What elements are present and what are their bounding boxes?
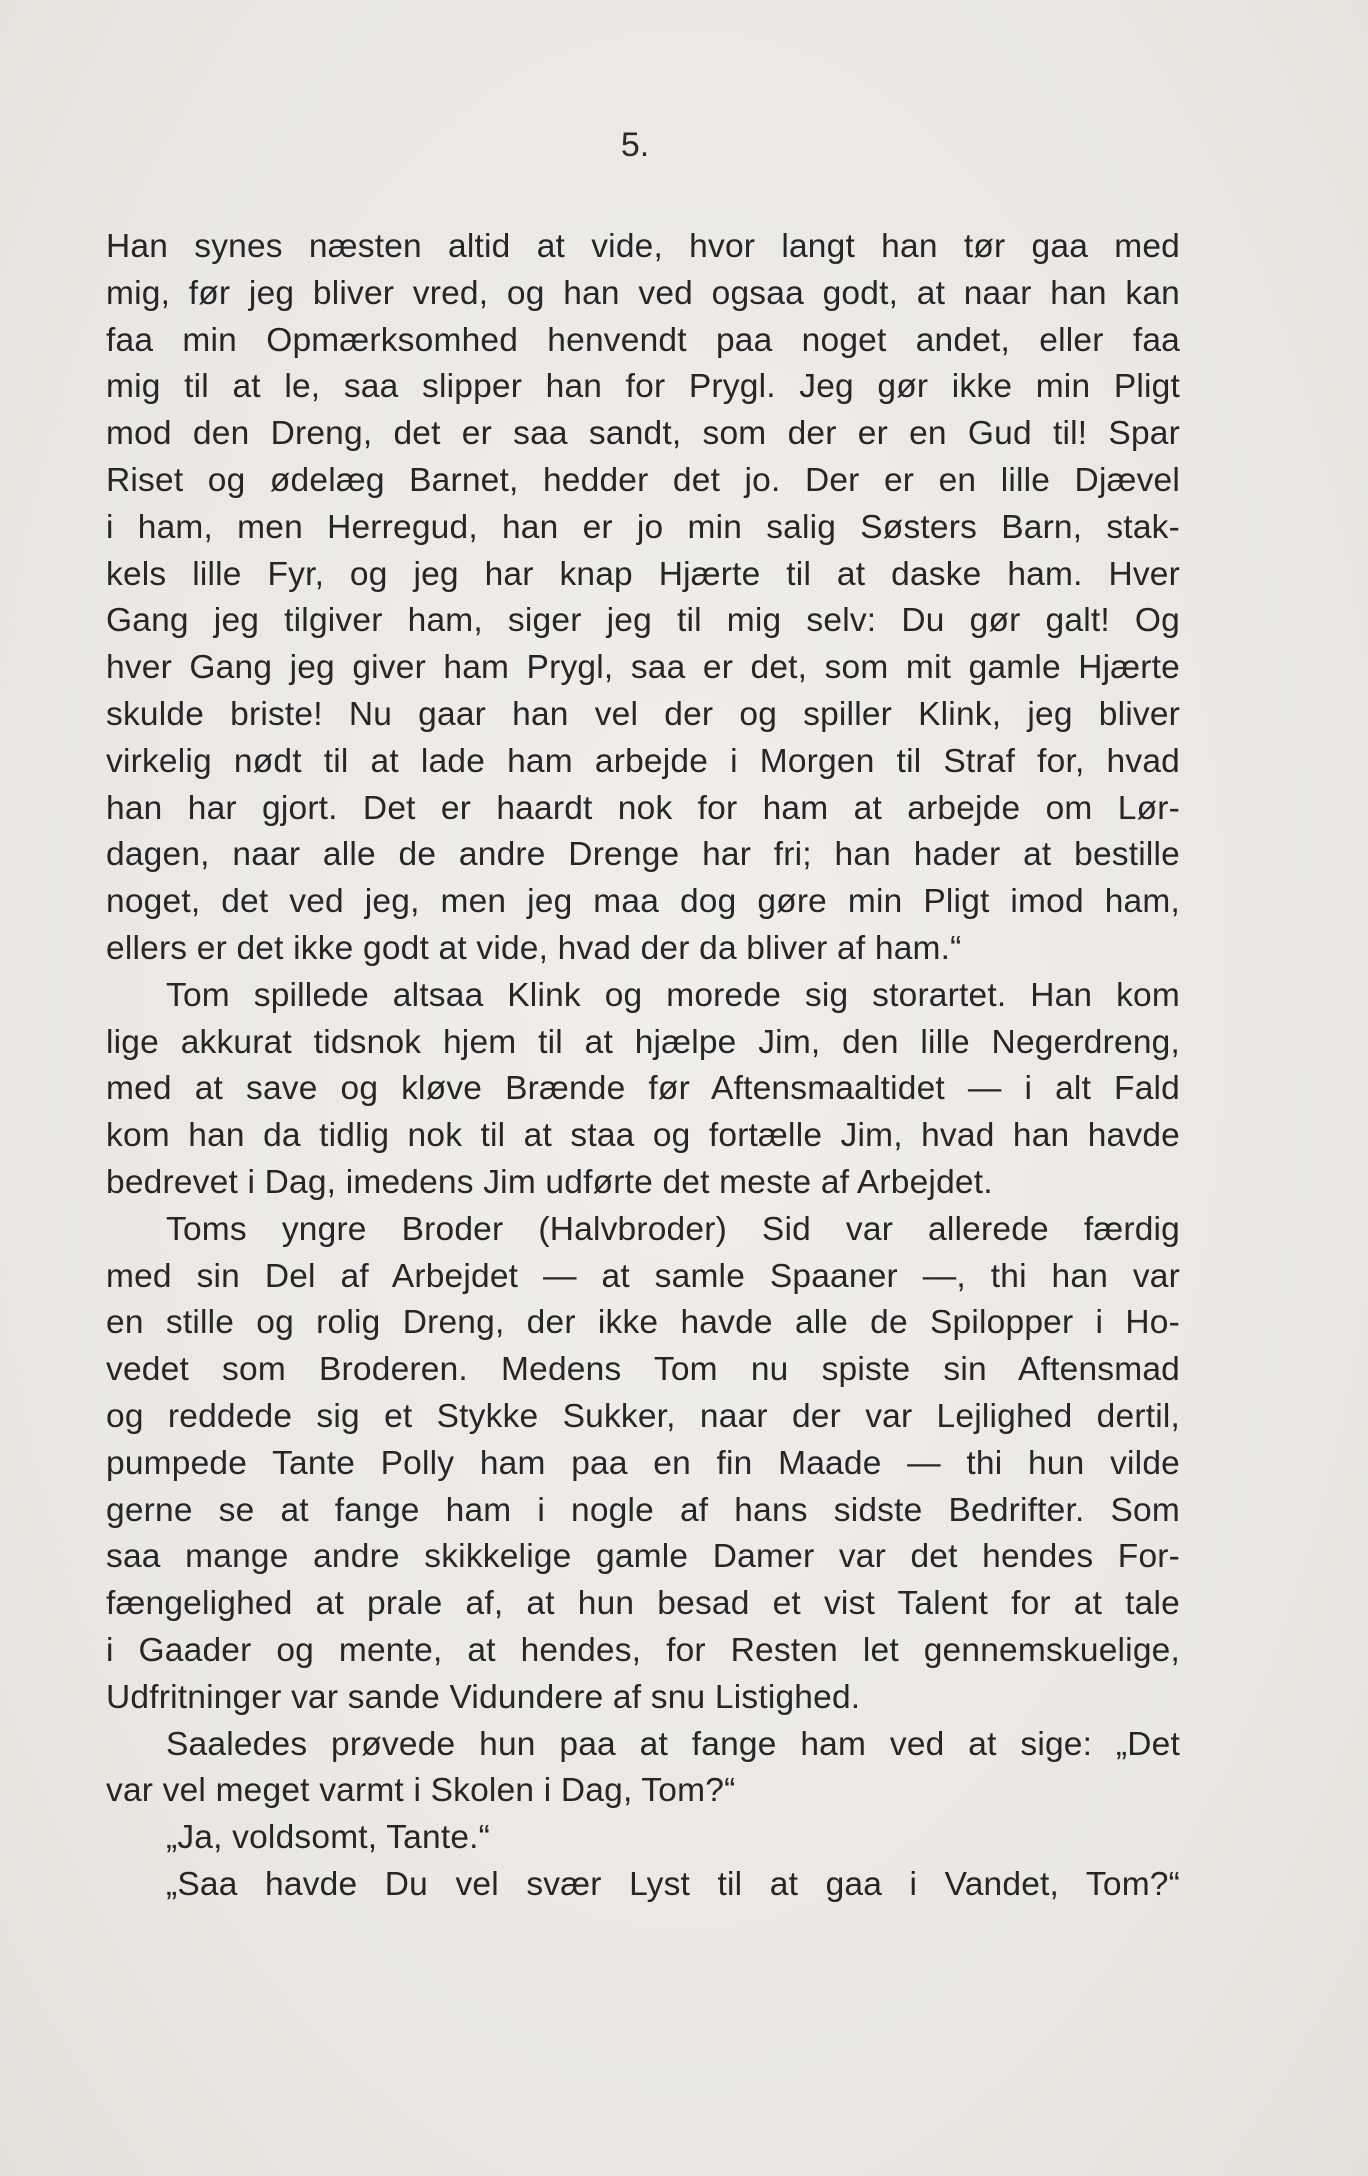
- text-line: faa min Opmærksomhed henvendt paa noget andet, eller faa: [106, 321, 1180, 359]
- paragraph: [106, 1862, 1180, 1909]
- paragraph: [106, 973, 1180, 1207]
- text-line: mig, før jeg bliver vred, og han ved ogsaa godt, at naar han kan: [106, 274, 1180, 312]
- text-line: var vel meget varmt i Skolen i Dag, Tom?“: [106, 1772, 736, 1810]
- text-line: i ham, men Herregud, han er jo min salig Søsters Barn, stak-: [106, 508, 1180, 546]
- text-line: kom han da tidlig nok til at staa og fortælle Jim, hvad han havde: [106, 1117, 1180, 1155]
- text-line: vedet som Broderen. Medens Tom nu spiste sin Aftensmad: [106, 1351, 1180, 1389]
- text-line: saa mange andre skikkelige gamle Damer var det hendes For-: [106, 1538, 1180, 1576]
- text-line: og reddede sig et Stykke Sukker, naar der var Lejlighed dertil,: [106, 1397, 1180, 1435]
- text-line: fængelighed at prale af, at hun besad et vist Talent for at tale: [106, 1585, 1180, 1623]
- body-text: [106, 224, 1180, 1909]
- text-line: pumpede Tante Polly ham paa en fin Maade — thi hun vilde: [106, 1444, 1180, 1482]
- text-line: Tom spillede altsaa Klink og morede sig storartet. Han kom: [166, 976, 1180, 1014]
- text-line: lige akkurat tidsnok hjem til at hjælpe Jim, den lille Negerdreng,: [106, 1023, 1180, 1061]
- text-line: han har gjort. Det er haardt nok for ham at arbejde om Lør-: [106, 789, 1180, 827]
- text-line: i Gaader og mente, at hendes, for Resten let gennemskuelige,: [106, 1631, 1180, 1669]
- text-line: „Ja, voldsomt, Tante.“: [166, 1819, 491, 1857]
- text-line: med at save og kløve Brænde før Aftensmaaltidet — i alt Fald: [106, 1070, 1180, 1108]
- text-line: kels lille Fyr, og jeg har knap Hjærte til at daske ham. Hver: [106, 555, 1180, 593]
- text-line: skulde briste! Nu gaar han vel der og spiller Klink, jeg bliver: [106, 695, 1180, 733]
- paragraph: [106, 1207, 1180, 1722]
- text-line: dagen, naar alle de andre Drenge har fri; han hader at bestille: [106, 836, 1180, 874]
- text-line: Gang jeg tilgiver ham, siger jeg til mig selv: Du gør galt! Og: [106, 602, 1180, 640]
- text-line: „Saa havde Du vel svær Lyst til at gaa i Vandet, Tom?“: [166, 1865, 1180, 1903]
- text-line: virkelig nødt til at lade ham arbejde i Morgen til Straf for, hvad: [106, 742, 1180, 780]
- text-line: en stille og rolig Dreng, der ikke havde alle de Spilopper i Ho-: [106, 1304, 1180, 1342]
- text-line: ellers er det ikke godt at vide, hvad der da bliver af ham.“: [106, 929, 962, 967]
- text-line: noget, det ved jeg, men jeg maa dog gøre min Pligt imod ham,: [106, 883, 1180, 921]
- text-line: mig til at le, saa slipper han for Prygl. Jeg gør ikke min Pligt: [106, 368, 1180, 406]
- text-line: gerne se at fange ham i nogle af hans sidste Bedrifter. Som: [106, 1491, 1180, 1529]
- paragraph: [106, 1815, 1180, 1862]
- text-line: Saaledes prøvede hun paa at fange ham ved at sige: „Det: [166, 1725, 1180, 1763]
- text-line: Toms yngre Broder (Halvbroder) Sid var allerede færdig: [166, 1210, 1180, 1248]
- paragraph: [106, 1722, 1180, 1816]
- text-line: Udfritninger var sande Vidundere af snu Listighed.: [106, 1678, 861, 1716]
- text-line: Riset og ødelæg Barnet, hedder det jo. Der er en lille Djævel: [106, 461, 1180, 499]
- text-line: hver Gang jeg giver ham Prygl, saa er det, som mit gamle Hjærte: [106, 649, 1180, 687]
- text-line: med sin Del af Arbejdet — at samle Spaaner —, thi han var: [106, 1257, 1180, 1295]
- text-line: mod den Dreng, det er saa sandt, som der er en Gud til! Spar: [106, 415, 1180, 453]
- page-number: 5.: [620, 126, 650, 164]
- paragraph: [106, 224, 1180, 973]
- text-line: Han synes næsten altid at vide, hvor langt han tør gaa med: [106, 228, 1180, 265]
- text-line: bedrevet i Dag, imedens Jim udførte det meste af Arbejdet.: [106, 1163, 993, 1201]
